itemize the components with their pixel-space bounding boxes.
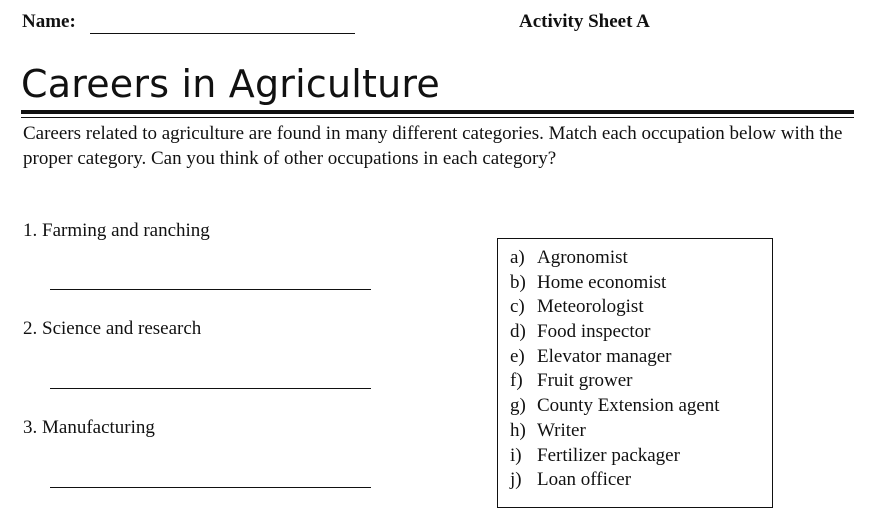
activity-sheet-label: Activity Sheet A — [519, 11, 650, 32]
answer-line-3[interactable] — [50, 487, 371, 488]
occupation-letter: h) — [510, 419, 526, 441]
occupation-letter: b) — [510, 271, 526, 293]
occupation-name: Loan officer — [537, 469, 632, 491]
occupation-name: County Extension agent — [537, 395, 720, 417]
category-manufacturing: 3. Manufacturing — [23, 417, 155, 438]
occupation-item — [510, 444, 720, 469]
occupation-letter: c) — [510, 296, 525, 318]
occupation-item — [510, 295, 720, 320]
answer-line-2[interactable] — [50, 388, 371, 389]
occupation-letter: d) — [510, 321, 526, 343]
occupation-name: Elevator manager — [537, 345, 672, 367]
occupation-name: Home economist — [537, 271, 667, 293]
answer-line-1[interactable] — [50, 289, 371, 290]
occupation-name: Food inspector — [537, 321, 651, 343]
occupation-item — [510, 345, 720, 370]
occupation-name: Meteorologist — [537, 296, 644, 318]
name-label: Name: — [22, 11, 76, 32]
title-divider-thin — [21, 117, 854, 118]
occupation-item — [510, 468, 720, 493]
occupation-item — [510, 419, 720, 444]
occupation-name: Fruit grower — [537, 370, 633, 392]
page-title: Careers in Agriculture — [21, 62, 440, 106]
occupation-name: Agronomist — [537, 247, 628, 268]
occupation-item — [510, 246, 720, 271]
occupation-name: Writer — [537, 419, 586, 441]
occupation-letter: f) — [510, 370, 523, 392]
occupations-list — [510, 246, 720, 493]
occupation-item — [510, 320, 720, 345]
occupation-item — [510, 271, 720, 296]
occupation-letter: g) — [510, 395, 526, 417]
name-blank-line[interactable] — [90, 33, 355, 34]
occupation-letter: a) — [510, 247, 525, 268]
occupation-letter: j) — [510, 469, 522, 491]
occupation-name: Fertilizer packager — [537, 444, 680, 466]
occupation-item — [510, 394, 720, 419]
instructions-paragraph: Careers related to agriculture are found in many different categories. Match each occupation below with the proper category. Can you think of other occupations in each category? — [23, 123, 843, 169]
category-science-research: 2. Science and research — [23, 318, 202, 339]
occupation-letter: e) — [510, 345, 525, 367]
occupation-letter: i) — [510, 444, 522, 466]
occupation-item — [510, 369, 720, 394]
title-divider-thick — [21, 110, 854, 114]
category-farming-ranching: 1. Farming and ranching — [23, 220, 210, 241]
